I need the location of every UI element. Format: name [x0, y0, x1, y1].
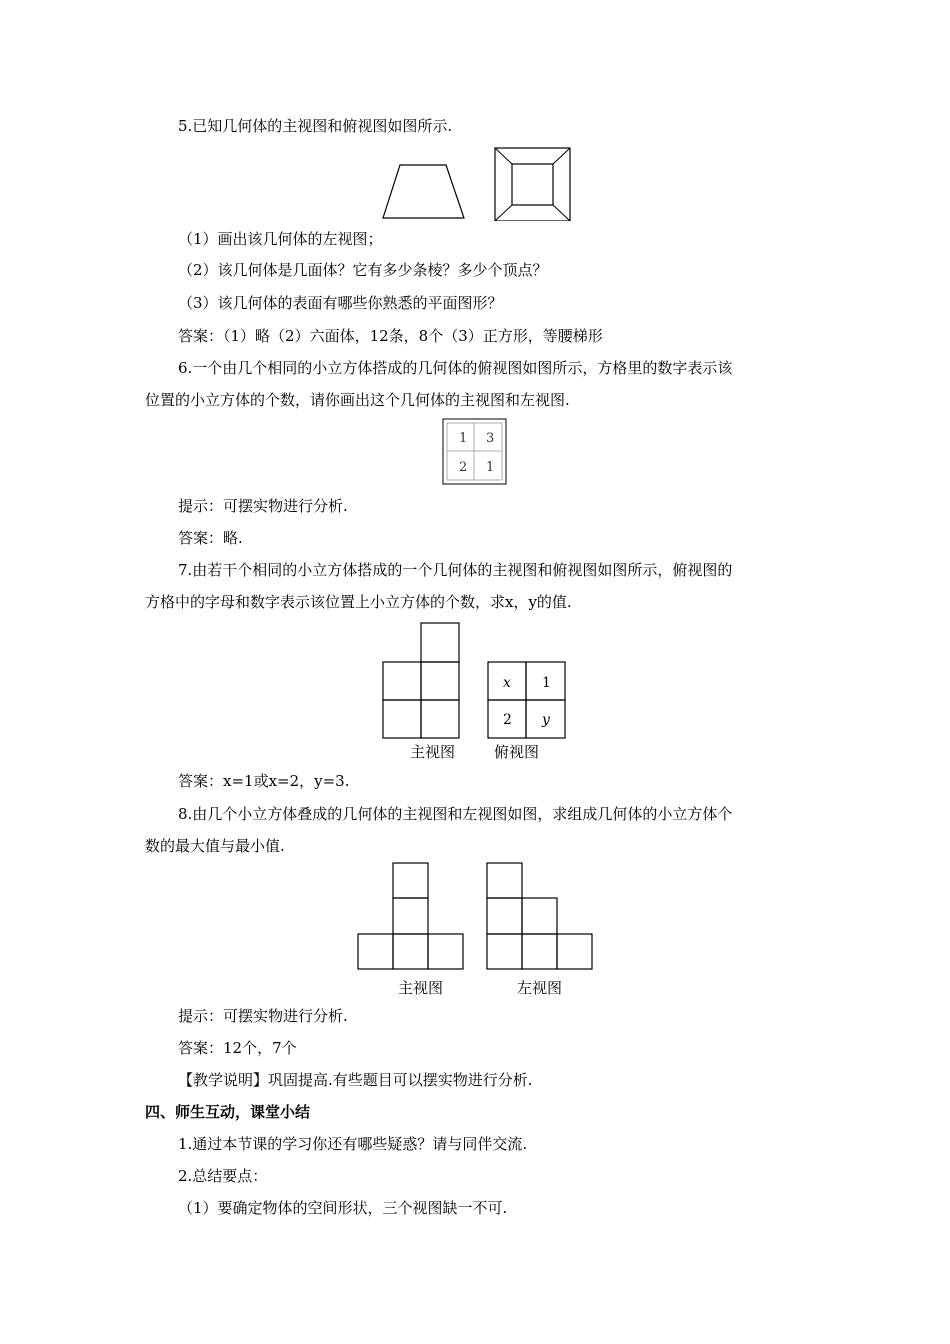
teaching-note: 【教学说明】巩固提高.有些题目可以摆实物进行分析. — [178, 1071, 533, 1089]
q7-grid-cell: 1 — [542, 675, 551, 691]
section4-heading: 四、师生互动，课堂小结 — [145, 1103, 311, 1121]
q7-views-figure — [380, 620, 570, 762]
q8-left-view — [487, 863, 592, 969]
q6-grid-cell: 2 — [459, 460, 468, 475]
q6-grid-cell: 3 — [486, 431, 495, 446]
q7-top-view-label: 俯视图 — [494, 743, 540, 761]
q8-stem-line2: 数的最大值与最小值. — [145, 837, 285, 855]
section4-item1: 1.通过本节课的学习你还有哪些疑惑？请与同伴交流. — [178, 1135, 528, 1153]
q6-top-view-grid — [442, 418, 508, 486]
q7-grid-cell: 2 — [503, 712, 512, 728]
q7-front-view — [383, 623, 459, 738]
q5-stem: 5.已知几何体的主视图和俯视图如图所示. — [178, 117, 453, 135]
q7-top-view — [488, 662, 565, 738]
q7-stem-line2: 方格中的字母和数字表示该位置上小立方体的个数，求x，y的值. — [145, 593, 572, 611]
q6-grid-cell: 1 — [486, 460, 495, 475]
q5-part3: （3）该几何体的表面有哪些你熟悉的平面图形？ — [178, 294, 503, 312]
q5-top-view-square-frustum — [495, 148, 570, 221]
q7-grid-cell: x — [503, 675, 511, 691]
q8-front-view-label: 主视图 — [398, 979, 444, 997]
q7-grid-cell: y — [542, 712, 550, 728]
q7-stem-line1: 7.由若干个相同的小立方体搭成的一个几何体的主视图和俯视图如图所示，俯视图的 — [178, 561, 733, 579]
q8-views-figure — [355, 860, 595, 1000]
q5-part2: （2）该几何体是几面体？它有多少条棱？多少个顶点？ — [178, 261, 548, 279]
section4-item2: 2.总结要点： — [178, 1167, 268, 1185]
q5-part1: （1）画出该几何体的左视图； — [178, 230, 383, 248]
q6-grid-cell: 1 — [459, 431, 468, 446]
q6-answer: 答案：略. — [178, 529, 243, 547]
q6-stem-line1: 6.一个由几个相同的小立方体搭成的几何体的俯视图如图所示，方格里的数字表示该 — [178, 359, 733, 377]
q5-views-figure — [380, 145, 575, 221]
q5-answer: 答案：（1）略（2）六面体，12条，8个（3）正方形，等腰梯形 — [178, 327, 603, 345]
q6-stem-line2: 位置的小立方体的个数，请你画出这个几何体的主视图和左视图. — [145, 391, 570, 409]
q7-front-view-label: 主视图 — [410, 743, 456, 761]
q8-stem-line1: 8.由几个小立方体叠成的几何体的主视图和左视图如图，求组成几何体的小立方体个 — [178, 805, 733, 823]
q5-front-view-trapezoid — [383, 165, 464, 218]
q8-hint: 提示：可摆实物进行分析. — [178, 1007, 348, 1025]
section4-item2-1: （1）要确定物体的空间形状，三个视图缺一不可. — [178, 1199, 508, 1217]
q8-front-view — [358, 863, 463, 969]
q8-left-view-label: 左视图 — [517, 979, 563, 997]
q8-answer: 答案：12个，7个 — [178, 1039, 297, 1057]
q7-answer: 答案：x=1或x=2，y=3. — [178, 772, 350, 790]
q6-hint: 提示：可摆实物进行分析. — [178, 497, 348, 515]
